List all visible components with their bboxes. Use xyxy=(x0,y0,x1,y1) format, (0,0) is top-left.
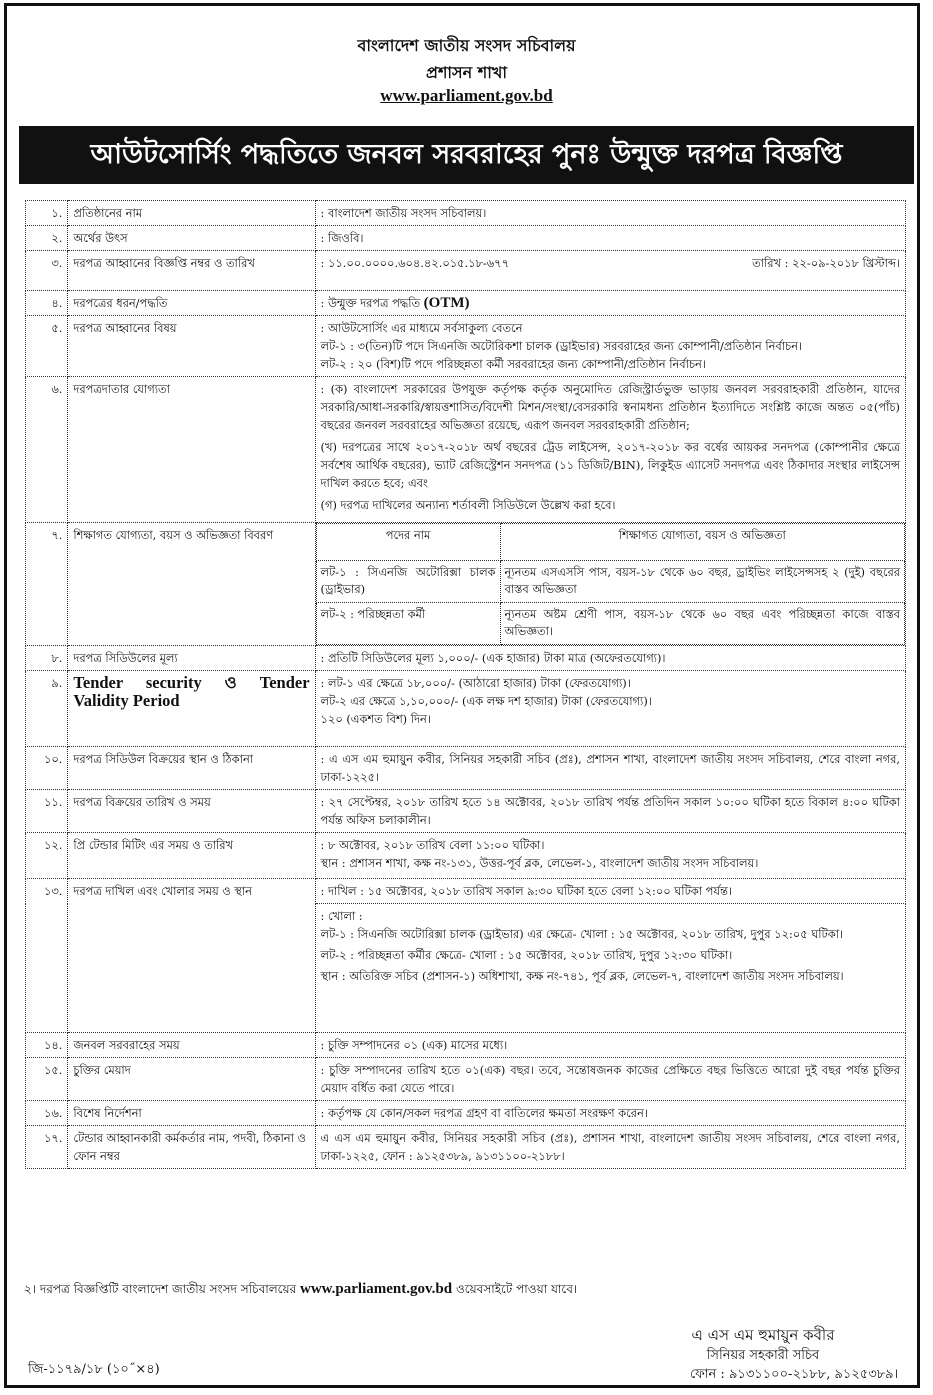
row-label: দরপত্র আহ্বানের বিজ্ঞপ্তি নম্বর ও তারিখ xyxy=(68,251,315,291)
row-number: ১৩. xyxy=(26,879,68,1033)
memo-number: : ১১.০০.০০০০.৬০৪.৪২.০১৫.১৮-৬৭৭ xyxy=(320,256,509,270)
row-label: দরপত্র দাখিল এবং খোলার সময় ও স্থান xyxy=(68,879,315,1033)
row-label: জনবল সরবরাহের সময় xyxy=(68,1033,315,1058)
row-label: টেন্ডার আহ্বানকারী কর্মকর্তার নাম, পদবী, ঠিকানা ও ফোন নম্বর xyxy=(68,1126,315,1169)
table-row xyxy=(26,251,906,291)
qualification-table xyxy=(316,523,905,645)
table-row xyxy=(26,790,906,833)
row-value: : চুক্তি সম্পাদনের ০১ (এক) মাসের মধ্যে। xyxy=(315,1033,905,1058)
row-label: দরপত্র বিক্রয়ের তারিখ ও সময় xyxy=(68,790,315,833)
row-number: ১৬. xyxy=(26,1101,68,1126)
eligibility-ka: : (ক) বাংলাদেশ সরকারের উপযুক্ত কর্তৃপক্ষ কর্তৃক অনুমোদিত রেজিস্ট্রার্ডভুক্ত ভাড়ায় জনবল সরবরাহকারী প্রতিষ্ঠান, যাদের সরকারি/আধা-সরকারি/স্বায়ত্তশাসিত/বিদেশী মিশন/সংস্থা/বেসরকারি স্বনামধন্য প্রতিষ্ঠান ইত্যাদিতে সংশ্লিষ্ট কাজে অন্তত ০৫(পাঁচ) বছরের জনবল সরবরাহের অভিজ্ঞতা রয়েছে, এরূপ জনবল সরবরাহকারী প্রতিষ্ঠান; xyxy=(320,382,900,432)
row-value: : চুক্তি সম্পাদনের তারিখ হতে ০১(এক) বছর। তবে, সন্তোষজনক কাজের প্রেক্ষিতে বছর ভিত্তিতে আরো দুই বছর পর্যন্ত চুক্তির মেয়াদ বর্ধিত করা যেতে পারে। xyxy=(315,1058,905,1101)
row-value: এ এস এম হুমায়ুন কবীর, সিনিয়র সহকারী সচিব (প্রঃ), প্রশাসন শাখা, বাংলাদেশ জাতীয় সংসদ সচিবালয়, শেরে বাংলা নগর, ঢাকা-১২২৫, ফোন : ৯১২৫৩৮৯, ৯১৩১১০০-২১৮৮। xyxy=(315,1126,905,1169)
method-text: : উন্মুক্ত দরপত্র পদ্ধতি xyxy=(320,296,421,310)
row-value xyxy=(315,316,905,377)
table-row xyxy=(26,1101,906,1126)
subject-lot2: লট-২ : ২০ (বিশ)টি পদে পরিচ্ছন্নতা কর্মী সরবরাহের জন্য কোম্পানী/প্রতিষ্ঠান নির্বাচন। xyxy=(320,357,706,371)
row-number: ১. xyxy=(26,201,68,226)
lot1-requirement: ন্যূনতম এসএসসি পাস, বয়স-১৮ থেকে ৬০ বছর, ড্রাইভিং লাইসেন্সসহ ২ (দুই) বছরের বাস্তব অভিজ্ঞতা xyxy=(500,561,904,603)
column-header: পদের নাম xyxy=(316,524,500,561)
signer-phone: ফোন : ৯১৩১১০০-২১৮৮, ৯১২৫৩৮৯। xyxy=(690,1367,899,1382)
row-number: ৯. xyxy=(26,671,68,747)
office-name: বাংলাদেশ জাতীয় সংসদ সচিবালয় xyxy=(357,36,576,55)
row-label: বিশেষ নির্দেশনা xyxy=(68,1101,315,1126)
row-number: ১৫. xyxy=(26,1058,68,1101)
row-number: ১১. xyxy=(26,790,68,833)
meeting-time: : ৮ অক্টোবর, ২০১৮ তারিখ বেলা ১১:০০ ঘটিকা। xyxy=(320,838,545,852)
table-row xyxy=(26,523,906,646)
row-label: দরপত্র আহ্বানের বিষয় xyxy=(68,316,315,377)
website-note xyxy=(24,1281,577,1301)
row-number: ৭. xyxy=(26,523,68,646)
row-number: ৫. xyxy=(26,316,68,377)
table-row xyxy=(26,1058,906,1101)
row-value xyxy=(315,523,905,646)
method-code: (OTM) xyxy=(423,295,470,311)
row-label: অর্থের উৎস xyxy=(68,226,315,251)
table-row xyxy=(26,879,906,904)
submission-time: : দাখিল : ১৫ অক্টোবর, ২০১৮ তারিখ সকাল ৯:৩০ ঘটিকা হতে বেলা ১২:০০ ঘটিকা পর্যন্ত। xyxy=(315,879,905,904)
row-value xyxy=(315,671,905,747)
row-number: ১৪. xyxy=(26,1033,68,1058)
row-number: ৬. xyxy=(26,377,68,523)
validity-period: ১২০ (একশত বিশ) দিন। xyxy=(320,712,431,726)
meeting-place: স্থান : প্রশাসন শাখা, কক্ষ নং-১৩১, উত্তর-পূর্ব ব্লক, লেভেল-১, বাংলাদেশ জাতীয় সংসদ সচিবালয়। xyxy=(320,856,759,870)
table-row xyxy=(26,747,906,790)
row-number: ২. xyxy=(26,226,68,251)
row-value: : এ এস এম হুমায়ুন কবীর, সিনিয়র সহকারী সচিব (প্রঃ), প্রশাসন শাখা, বাংলাদেশ জাতীয় সংসদ সচিবালয়, শেরে বাংলা নগর, ঢাকা-১২২৫। xyxy=(315,747,905,790)
tender-details-table xyxy=(25,200,906,1169)
opening-lot1: লট-১ : সিএনজি অটোরিক্সা চালক (ড্রাইভার) এর ক্ষেত্রে- খোলা : ১৫ অক্টোবর, ২০১৮ তারিখ, দুপুর ১২:০৫ ঘটিকা। xyxy=(320,927,844,941)
row-number: ১০. xyxy=(26,747,68,790)
row-value: : বাংলাদেশ জাতীয় সংসদ সচিবালয়। xyxy=(315,201,905,226)
row-value xyxy=(315,291,905,316)
table-row xyxy=(26,377,906,523)
row-label: Tender security ও Tender Validity Period xyxy=(68,671,315,747)
signer-name: এ এস এম হুমায়ুন কবীর xyxy=(691,1326,835,1344)
table-row xyxy=(26,1033,906,1058)
row-number: ১২. xyxy=(26,833,68,879)
row-value xyxy=(315,251,905,291)
row-number: ১৭. xyxy=(26,1126,68,1169)
opening-title: : খোলা : xyxy=(320,909,363,923)
row-label: দরপত্রের ধরন/পদ্ধতি xyxy=(68,291,315,316)
signer-title: সিনিয়র সহকারী সচিব xyxy=(706,1348,820,1363)
table-row xyxy=(26,201,906,226)
opening-details xyxy=(315,904,905,1033)
memo-date: তারিখ : ২২-০৯-২০১৮ খ্রিস্টাব্দ। xyxy=(752,256,900,270)
opening-lot2: লট-২ : পরিচ্ছন্নতা কর্মীর ক্ষেত্রে- খোলা : ১৫ অক্টোবর, ২০১৮ তারিখ, দুপুর ১২:৩০ ঘটিকা। xyxy=(320,948,733,962)
row-number: ৮. xyxy=(26,646,68,671)
branch-name: প্রশাসন শাখা xyxy=(426,63,507,82)
row-value xyxy=(315,377,905,523)
security-lot1: : লট-১ এর ক্ষেত্রে ১৮,০০০/- (আঠারো হাজার) টাকা (ফেরতযোগ্য)। xyxy=(320,676,631,690)
table-row xyxy=(26,833,906,879)
table-row xyxy=(26,1126,906,1169)
row-value: : ২৭ সেপ্টেম্বর, ২০১৮ তারিখ হতে ১৪ অক্টোবর, ২০১৮ তারিখ পর্যন্ত প্রতিদিন সকাল ১০:০০ ঘটিকা হতে বিকাল ৪:০০ ঘটিকা পর্যন্ত অফিস চলাকালীন। xyxy=(315,790,905,833)
row-value: : জিওবি। xyxy=(315,226,905,251)
website-link[interactable]: www.parliament.gov.bd xyxy=(380,86,553,105)
eligibility-ga: (গ) দরপত্র দাখিলের অন্যান্য শর্তাবলী সিডিউলে উল্লেখ করা হবে। xyxy=(320,498,616,512)
subject-intro: : আউটসোর্সিং এর মাধ্যমে সর্বসাকুল্য বেতনে xyxy=(320,321,523,335)
row-label: প্রি টেন্ডার মিটিং এর সময় ও তারিখ xyxy=(68,833,315,879)
lot2-requirement: ন্যূনতম অষ্টম শ্রেণী পাস, বয়স-১৮ থেকে ৬০ বছর এবং পরিচ্ছন্নতা কাজে বাস্তব অভিজ্ঞতা। xyxy=(500,603,904,645)
row-value xyxy=(315,833,905,879)
table-row xyxy=(26,646,906,671)
table-row xyxy=(26,671,906,747)
row-value: : কর্তৃপক্ষ যে কোন/সকল দরপত্র গ্রহণ বা বাতিলের ক্ষমতা সংরক্ষণ করেন। xyxy=(315,1101,905,1126)
row-label: প্রতিষ্ঠানের নাম xyxy=(68,201,315,226)
lot1-post: লট-১ : সিএনজি অটোরিক্সা চালক (ড্রাইভার) xyxy=(316,561,500,603)
opening-place: স্থান : অতিরিক্ত সচিব (প্রশাসন-১) অধিশাখা, কক্ষ নং-৭৪১, পূর্ব ব্লক, লেভেল-৭, বাংলাদেশ জাতীয় সংসদ সচিবালয়। xyxy=(320,969,844,983)
row-label: শিক্ষাগত যোগ্যতা, বয়স ও অভিজ্ঞতা বিবরণ xyxy=(68,523,315,646)
note-website-link[interactable]: www.parliament.gov.bd xyxy=(300,1281,453,1297)
note-prefix: ২। দরপত্র বিজ্ঞপ্তিটি বাংলাদেশ জাতীয় সংসদ সচিবালয়ের xyxy=(24,1282,297,1296)
row-label: দরপত্র সিডিউলের মূল্য xyxy=(68,646,315,671)
lot2-post: লট-২ : পরিচ্ছন্নতা কর্মী xyxy=(316,603,500,645)
notice-title-banner: আউটসোর্সিং পদ্ধতিতে জনবল সরবরাহের পুনঃ উন্মুক্ত দরপত্র বিজ্ঞপ্তি xyxy=(19,126,914,184)
column-header: শিক্ষাগত যোগ্যতা, বয়স ও অভিজ্ঞতা xyxy=(500,524,904,561)
ad-code: জি-১১৭৯/১৮ (১০˝×৪) xyxy=(28,1362,160,1377)
row-value: : প্রতিটি সিডিউলের মূল্য ১,০০০/- (এক হাজার) টাকা মাত্র (অফেরতযোগ্য)। xyxy=(315,646,905,671)
row-label: দরপত্র সিডিউল বিক্রয়ের স্থান ও ঠিকানা xyxy=(68,747,315,790)
security-lot2: লট-২ এর ক্ষেত্রে ১,১০,০০০/- (এক লক্ষ দশ হাজার) টাকা (ফেরতযোগ্য)। xyxy=(320,694,652,708)
table-row xyxy=(26,316,906,377)
table-row xyxy=(26,226,906,251)
row-number: ৩. xyxy=(26,251,68,291)
table-row xyxy=(26,291,906,316)
subject-lot1: লট-১ : ৩(তিন)টি পদে সিএনজি অটোরিকশা চালক (ড্রাইভার) সরবরাহের জন্য কোম্পানী/প্রতিষ্ঠান নির্বাচন। xyxy=(320,339,803,353)
row-label: চুক্তির মেয়াদ xyxy=(68,1058,315,1101)
note-suffix: ওয়েবসাইটে পাওয়া যাবে। xyxy=(455,1282,578,1296)
eligibility-kha: (খ) দরপত্রের সাথে ২০১৭-২০১৮ অর্থ বছরের ট্রেড লাইসেন্স, ২০১৭-২০১৮ কর বর্ষের আয়কর সনদপত্র (কোম্পানীর ক্ষেত্রে সর্বশেষ আর্থিক বছরের), ভ্যাট রেজিস্ট্রেশন সনদপত্র (১১ ডিজিট/BIN), লিকুইড এ্যাসেট সনদপত্র এবং ঠিকাদার সংস্থার লাইসেন্স দাখিল করতে হবে; এবং xyxy=(320,440,900,490)
row-label: দরপত্রদাতার যোগ্যতা xyxy=(68,377,315,523)
row-number: ৪. xyxy=(26,291,68,316)
